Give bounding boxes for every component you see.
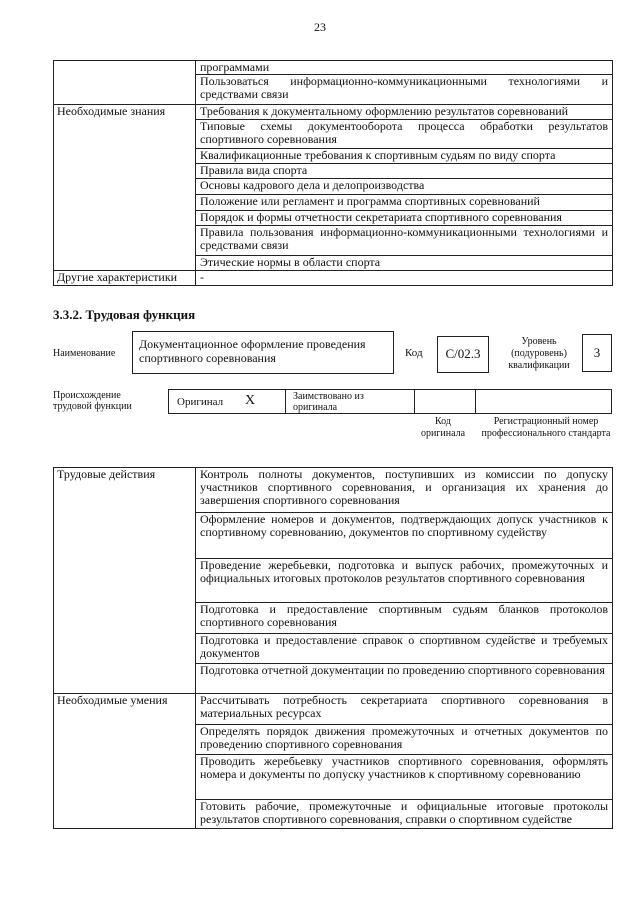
table-cell-item: - — [196, 271, 613, 286]
name-box — [132, 331, 394, 374]
table-cell-item: Пользоваться информационно-коммуникационными технологиями и средствами связи — [196, 75, 613, 105]
section-heading: 3.3.2. Трудовая функция — [53, 307, 196, 322]
name-value: Документационное оформление проведения спортивного соревнования — [139, 337, 366, 365]
table-cell-label: Необходимые знания — [54, 105, 196, 271]
table-cell-item: Определять порядок движения промежуточных и отчетных документов по проведению спортивного соревнования — [196, 725, 613, 755]
table-cell-item: Подготовка отчетной документации по проведению спортивного соревнования — [196, 664, 613, 694]
origin-divider-2 — [414, 390, 415, 413]
code-box — [437, 336, 489, 373]
level-label: Уровень (подуровень) квалификации — [508, 336, 570, 371]
borrowed-label: Заимствовано из оригинала — [293, 391, 364, 413]
table-cell-item: программами — [196, 61, 613, 75]
table-cell-label: Трудовые действия — [54, 468, 196, 694]
table-cell-item: Проведение жеребьевки, подготовка и выпуск рабочих, промежуточных и официальных итоговых протоколов результатов спортивного соревнования — [196, 559, 613, 603]
table-cell-item: Оформление номеров и документов, подтверждающих допуск участников к спортивному соревнованию, документов по спортивному судейству — [196, 513, 613, 559]
page-number: 23 — [314, 20, 326, 34]
origin-table — [168, 389, 612, 414]
original-mark: X — [245, 393, 256, 408]
code-value: C/02.3 — [445, 346, 481, 361]
table-cell-item: Этические нормы в области спорта — [196, 256, 613, 271]
level-value: 3 — [593, 345, 601, 360]
origin-code-caption: Код оригинала — [420, 416, 466, 439]
original-label: Оригинал — [177, 396, 224, 408]
table-cell-item: Порядок и формы отчетности секретариата спортивного соревнования — [196, 211, 613, 226]
origin-divider-3 — [475, 390, 476, 413]
knowledge-table — [53, 60, 613, 286]
table-cell-item: Основы кадрового дела и делопроизводства — [196, 179, 613, 195]
name-label: Наименование — [53, 348, 116, 359]
actions-table — [53, 467, 613, 829]
table-cell-item: Типовые схемы документооборота процесса обработки результатов спортивного соревнования — [196, 120, 613, 149]
table-cell-item: Положение или регламент и программа спортивных соревнований — [196, 195, 613, 211]
table-cell-item: Требования к документальному оформлению результатов соревнований — [196, 105, 613, 120]
table-cell-item: Правила пользования информационно-коммуникационными технологиями и средствами связи — [196, 226, 613, 256]
table-cell-item: Готовить рабочие, промежуточные и официальные итоговые протоколы результатов спортивного соревнования, справки о спортивном судействе — [196, 800, 613, 829]
table-cell-item: Контроль полноты документов, поступивших из комиссии по допуску участников спортивного соревнования, и организация их хранения до завершения спортивного соревнования — [196, 468, 613, 513]
table-cell-item: Подготовка и предоставление справок о спортивном судействе и требуемых документов — [196, 634, 613, 664]
reg-number-caption: Регистрационный номер профессионального стандарта — [481, 416, 611, 439]
origin-divider-1 — [285, 390, 286, 413]
table-cell-item: Квалификационные требования к спортивным судьям по виду спорта — [196, 149, 613, 164]
table-cell-item: Правила вида спорта — [196, 164, 613, 179]
level-box — [582, 334, 612, 372]
table-cell-label: Другие характеристики — [54, 271, 196, 286]
code-label: Код — [405, 347, 423, 359]
origin-label: Происхождение трудовой функции — [53, 390, 132, 412]
table-cell-item: Рассчитывать потребность секретариата спортивного соревнования в материальных ресурсах — [196, 694, 613, 725]
table-cell-item: Подготовка и предоставление спортивным судьям бланков протоколов спортивного соревнования — [196, 603, 613, 634]
table-cell-label — [54, 61, 196, 105]
table-cell-label: Необходимые умения — [54, 694, 196, 829]
table-cell-item: Проводить жеребьевку участников спортивного соревнования, оформлять номера и документы по допуску участников к спортивному соревнованию — [196, 755, 613, 800]
